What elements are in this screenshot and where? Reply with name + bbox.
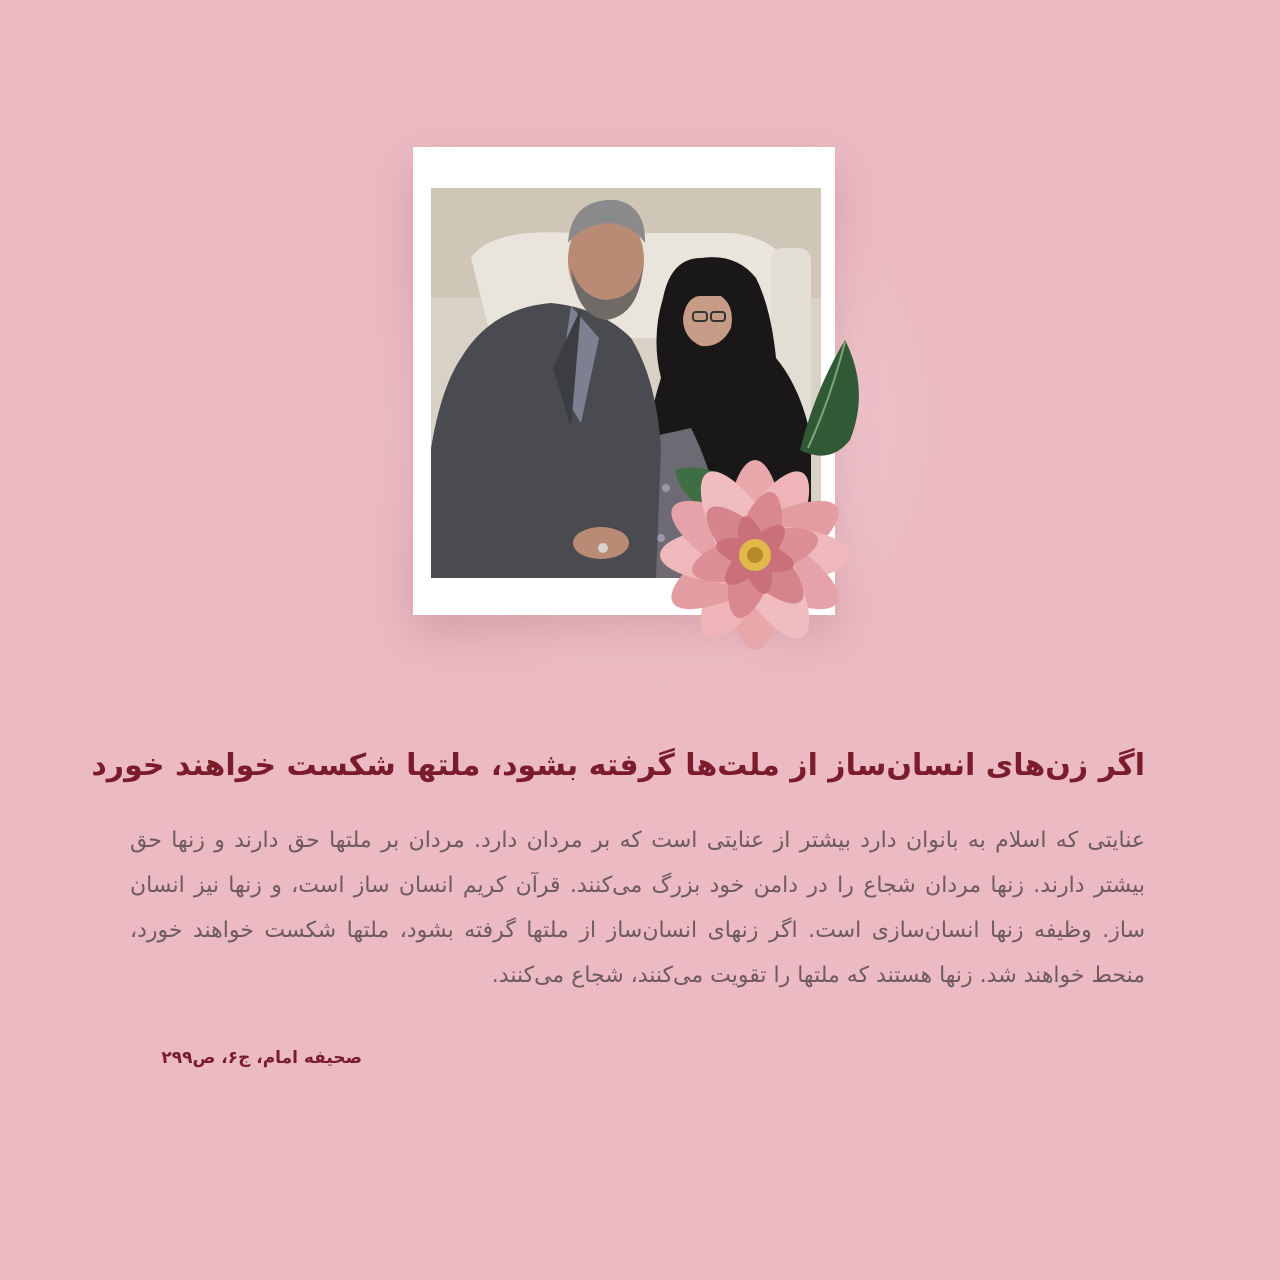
quote-body: عنایتی که اسلام به بانوان دارد بیشتر از عنایتی است که بر مردان دارد. مردان بر ملتها حق دارند و زنها حق بیشتر دارند. زنها مردان شجاع را در دامن خود بزرگ می‌کنند. قرآن کریم انسان ساز است، و زنها نیز انسان ساز. وظیفه زنها انسان‌سازی است. اگر زنهای انسان‌ساز از ملتها گرفته بشود، ملتها شکست خواهند خورد، منحط خواهند شد. زنها هستند که ملتها را تقویت می‌کنند، شجاع می‌کنند. — [130, 828, 1145, 988]
headline: اگر زن‌های انسان‌ساز از ملت‌ها گرفته بشود، ملتها شکست خواهند خورد — [91, 748, 1145, 783]
flower-decoration — [640, 330, 880, 680]
source-citation: صحیفه امام، ج۶، ص۲۹۹ — [161, 1048, 362, 1068]
